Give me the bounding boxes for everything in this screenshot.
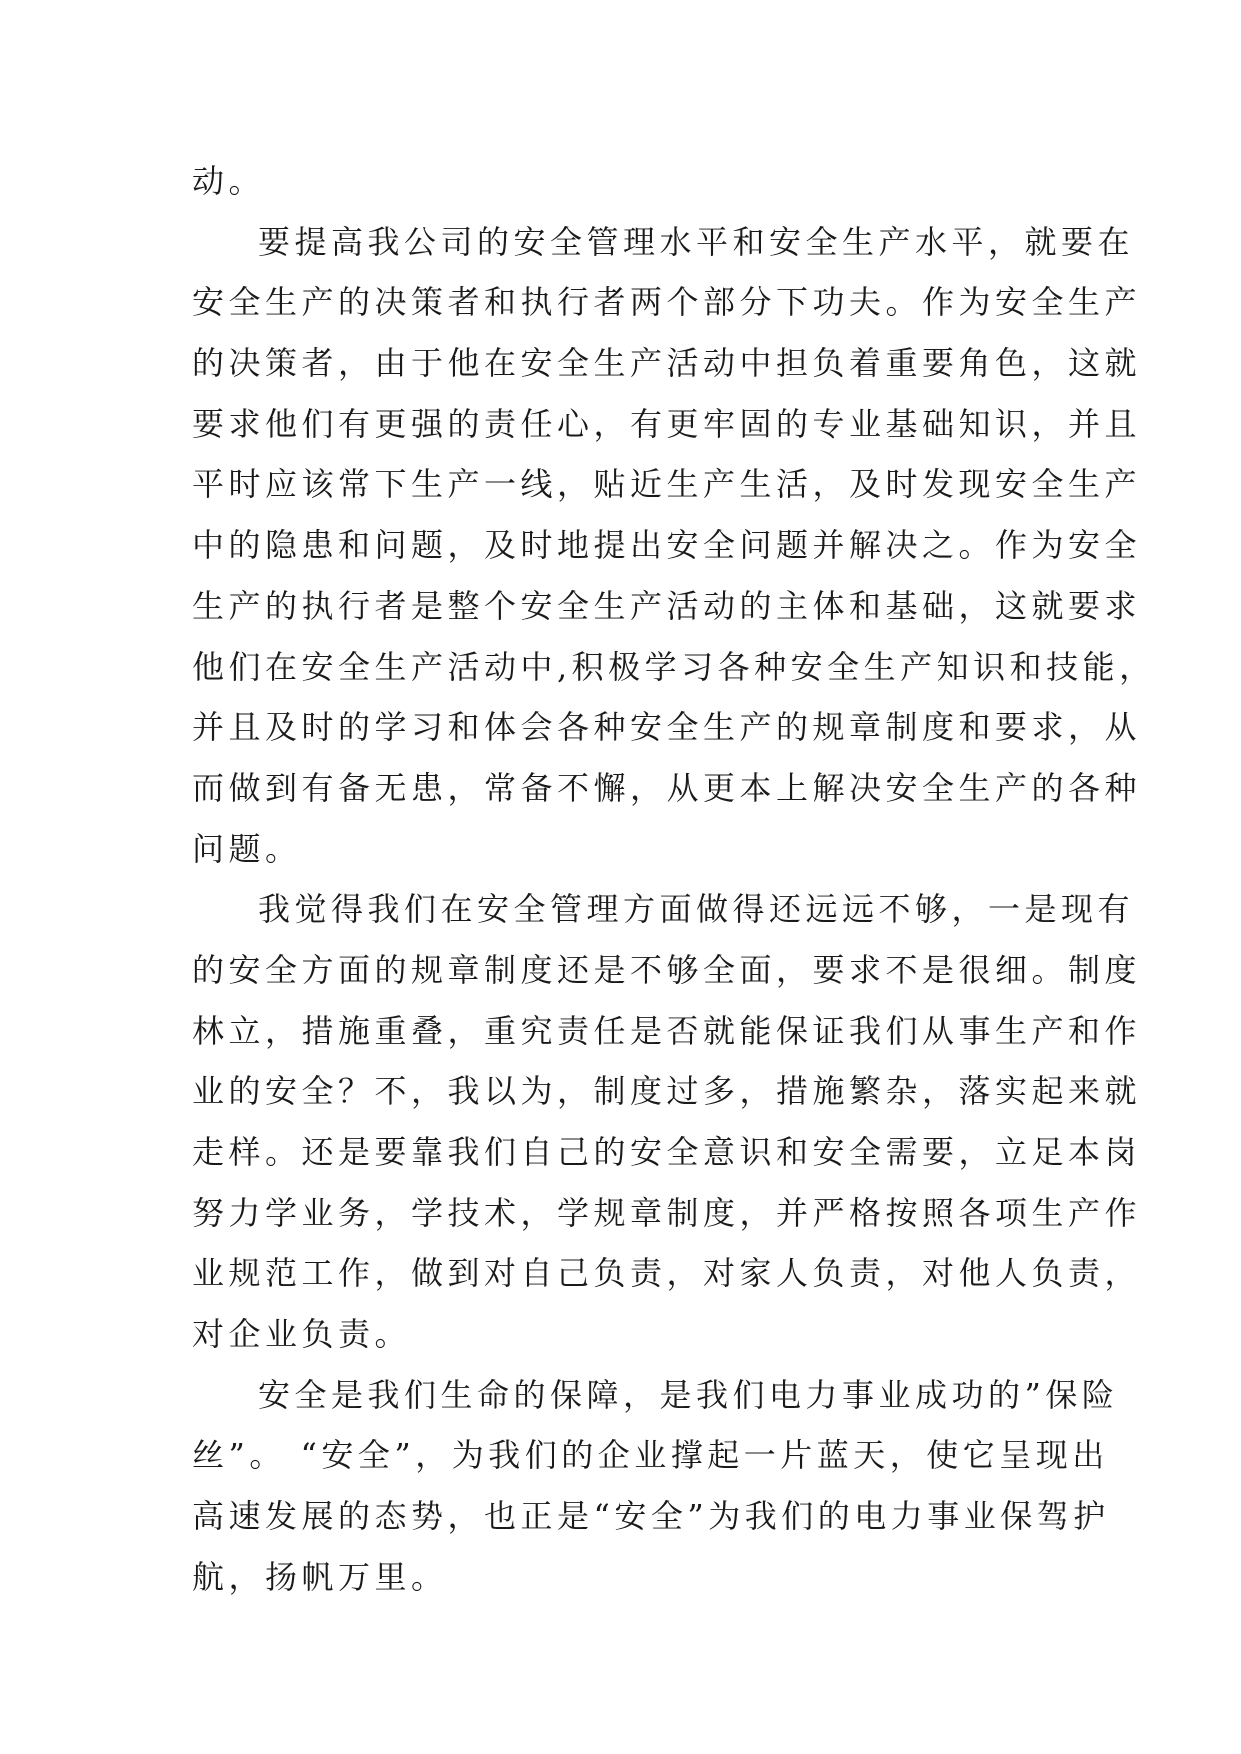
text-line: 安全是我们生命的保障，是我们电力事业成功的”保险 xyxy=(258,1375,1119,1414)
text-line: 生产的执行者是整个安全生产活动的主体和基础，这就要求 xyxy=(192,586,1142,625)
text-line: 努力学业务，学技术，学规章制度，并严格按照各项生产作 xyxy=(192,1193,1142,1232)
text-line: 的安全方面的规章制度还是不够全面，要求不是很细。制度 xyxy=(192,950,1142,989)
text-line: 业规范工作，做到对自己负责，对家人负责，对他人负责， xyxy=(192,1254,1142,1293)
text-line: 并且及时的学习和体会各种安全生产的规章制度和要求，从 xyxy=(192,708,1142,747)
document-body xyxy=(192,151,1156,1608)
text-line: 要求他们有更强的责任心，有更牢固的专业基础知识，并且 xyxy=(192,404,1142,443)
text-line: 丝”。 “安全”，为我们的企业撑起一片蓝天，使它呈现出 xyxy=(192,1436,1109,1475)
text-line: 中的隐患和问题，及时地提出安全问题并解决之。作为安全 xyxy=(192,526,1142,565)
text-line: 问题。 xyxy=(192,829,302,868)
text-line: 我觉得我们在安全管理方面做得还远远不够，一是现有 xyxy=(258,890,1135,929)
text-line: 航，扬帆万里。 xyxy=(192,1557,448,1596)
text-line: 而做到有备无患，常备不懈，从更本上解决安全生产的各种 xyxy=(192,768,1142,807)
text-line: 高速发展的态势，也正是“安全”为我们的电力事业保驾护 xyxy=(192,1497,1110,1536)
text-line: 安全生产的决策者和执行者两个部分下功夫。作为安全生产 xyxy=(192,283,1142,322)
text-line: 他们在安全生产活动中,积极学习各种安全生产知识和技能， xyxy=(192,647,1156,686)
text-line: 对企业负责。 xyxy=(192,1315,412,1354)
text-line: 走样。还是要靠我们自己的安全意识和安全需要，立足本岗 xyxy=(192,1133,1142,1171)
text-line: 的决策者，由于他在安全生产活动中担负着重要角色，这就 xyxy=(192,344,1142,383)
text-line: 林立，措施重叠，重究责任是否就能保证我们从事生产和作 xyxy=(192,1011,1142,1050)
text-line: 动。 xyxy=(192,162,266,200)
text-line: 业的安全？不，我以为，制度过多，措施繁杂，落实起来就 xyxy=(192,1072,1142,1111)
text-line: 平时应该常下生产一线，贴近生产生活，及时发现安全生产 xyxy=(192,465,1142,504)
text-line: 要提高我公司的安全管理水平和安全生产水平，就要在 xyxy=(258,222,1135,261)
